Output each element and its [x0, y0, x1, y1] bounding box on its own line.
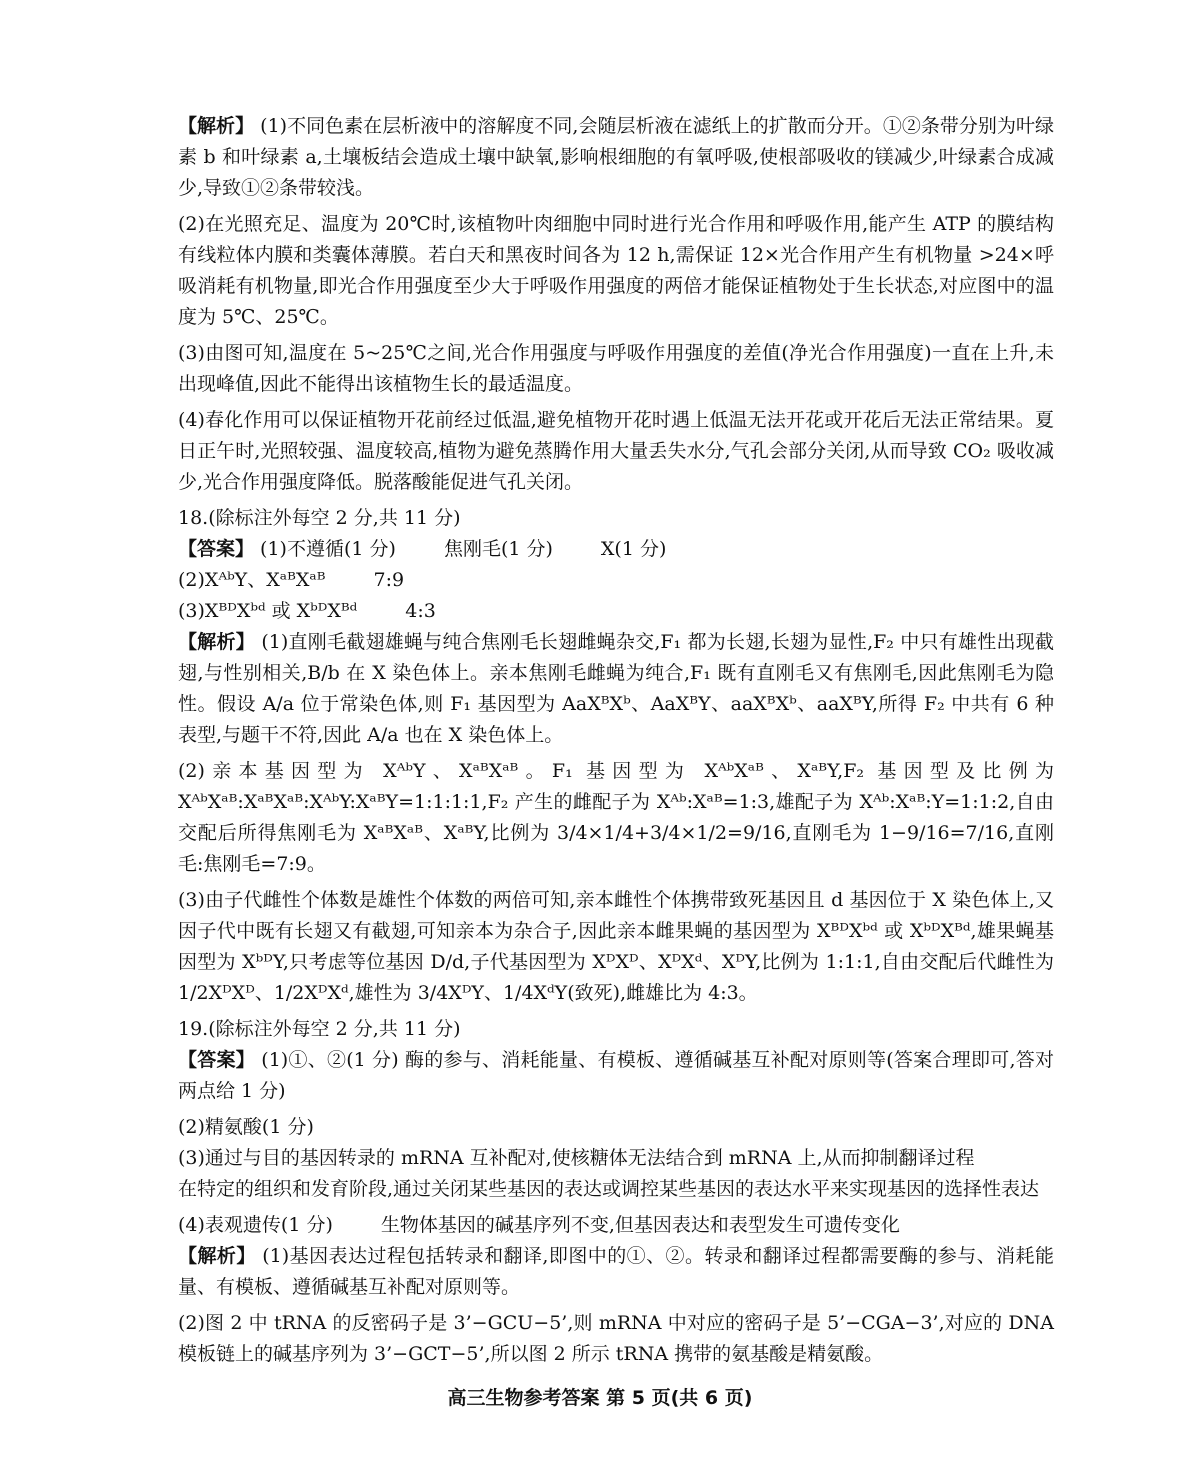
q18-answer-1	[178, 534, 1054, 565]
q18-answer-3	[178, 596, 1054, 627]
q18-a3-ratio: 4:3	[405, 600, 436, 622]
q18-answer-2	[178, 565, 1054, 596]
answer-label: 【答案】	[178, 1049, 256, 1071]
analysis-label: 【解析】	[178, 115, 255, 137]
q19-a4-part1: (4)表观遗传(1 分)	[178, 1214, 333, 1236]
page-footer: 高三生物参考答案 第 5 页(共 6 页)	[447, 1387, 753, 1409]
q18-analysis-p3: (3)由子代雌性个体数是雄性个体数的两倍可知,亲本雌性个体携带致死基因且 d 基因位于 X 染色体上,又因子代中既有长翅又有截翅,可知亲本为杂合子,因此亲本雌果蝇的基因型为 XᴮᴰXᵇᵈ 或 XᵇᴰXᴮᵈ,雄果蝇基因型为 XᵇᴰY,只考虑等位基因 D/d,子代基因型为 XᴰXᴰ、XᴰXᵈ、XᴰY,比例为 1:1:1,自由交配后代雌性为 1/2XᴰXᴰ、1/2XᴰXᵈ,雄性为 3/4XᴰY、1/4XᵈY(致死),雌雄比为 4:3。	[178, 889, 1054, 1004]
q19-analysis-text-1: (1)基因表达过程包括转录和翻译,即图中的①、②。转录和翻译过程都需要酶的参与、消耗能量、有模板、遵循碱基互补配对原则等。	[178, 1245, 1054, 1298]
analysis-label: 【解析】	[178, 631, 256, 653]
q18-a1-part2: 焦刚毛(1 分)	[443, 538, 553, 560]
q17-analysis-p3: (3)由图可知,温度在 5~25℃之间,光合作用强度与呼吸作用强度的差值(净光合作用强度)一直在上升,未出现峰值,因此不能得出该植物生长的最适温度。	[178, 342, 1054, 395]
q19-a4-part2: 生物体基因的碱基序列不变,但基因表达和表型发生可遗传变化	[380, 1214, 900, 1236]
q19-a1-text: (1)①、②(1 分) 酶的参与、消耗能量、有模板、遵循碱基互补配对原则等(答案合理即可,答对两点给 1 分)	[178, 1049, 1054, 1102]
q17-analysis-p2: (2)在光照充足、温度为 20℃时,该植物叶肉细胞中同时进行光合作用和呼吸作用,能产生 ATP 的膜结构有线粒体内膜和类囊体薄膜。若白天和黑夜时间各为 12 h,需保证 12×光合作用产生有机物量 >24×呼吸消耗有机物量,即光合作用强度至少大于呼吸作用强度的两倍才能保证植物处于生长状态,对应图中的温度为 5℃、25℃。	[178, 213, 1054, 328]
q19-answer-3-line2: 在特定的组织和发育阶段,通过关闭某些基因的表达或调控某些基因的表达水平来实现基因的选择性表达	[178, 1178, 1040, 1200]
q19-header: 19.(除标注外每空 2 分,共 11 分)	[178, 1018, 461, 1040]
q18-a1-part3: X(1 分)	[600, 538, 667, 560]
q18-a2-genotypes: (2)XᴬᵇY、XᵃᴮXᵃᴮ	[178, 569, 326, 591]
q18-header: 18.(除标注外每空 2 分,共 11 分)	[178, 507, 461, 529]
q18-a3-genotypes: (3)XᴮᴰXᵇᵈ 或 XᵇᴰXᴮᵈ	[178, 600, 358, 622]
q19-answer-4	[178, 1210, 1054, 1241]
q18-analysis-text-1: (1)直刚毛截翅雄蝇与纯合焦刚毛长翅雌蝇杂交,F₁ 都为长翅,长翅为显性,F₂ 中只有雄性出现截翅,与性别相关,B/b 在 X 染色体上。亲本焦刚毛雌蝇为纯合,F₁ 既有直刚毛又有焦刚毛,因此焦刚毛为隐性。假设 A/a 位于常染色体,则 F₁ 基因型为 AaXᴮXᵇ、AaXᴮY、aaXᴮXᵇ、aaXᴮY,所得 F₂ 中共有 6 种表型,与题干不符,因此 A/a 也在 X 染色体上。	[178, 631, 1054, 746]
q18-analysis-p1	[178, 627, 1054, 751]
answer-label: 【答案】	[178, 538, 255, 560]
q19-answer-2: (2)精氨酸(1 分)	[178, 1116, 314, 1138]
q17-analysis-p1	[178, 111, 1054, 204]
q18-a1-part1: (1)不遵循(1 分)	[254, 538, 396, 560]
q18-a2-ratio: 7:9	[373, 569, 405, 591]
page-content	[178, 111, 1054, 1375]
q19-answer-3-line1: (3)通过与目的基因转录的 mRNA 互补配对,使核糖体无法结合到 mRNA 上,从而抑制翻译过程	[178, 1147, 975, 1169]
q17-analysis-text-1: (1)不同色素在层析液中的溶解度不同,会随层析液在滤纸上的扩散而分开。①②条带分别为叶绿素 b 和叶绿素 a,土壤板结会造成土壤中缺氧,影响根细胞的有氧呼吸,使根部吸收的镁减少,叶绿素合成减少,导致①②条带较浅。	[178, 115, 1054, 199]
analysis-label: 【解析】	[178, 1245, 256, 1267]
q17-analysis-p4: (4)春化作用可以保证植物开花前经过低温,避免植物开花时遇上低温无法开花或开花后无法正常结果。夏日正午时,光照较强、温度较高,植物为避免蒸腾作用大量丢失水分,气孔会部分关闭,从而导致 CO₂ 吸收减少,光合作用强度降低。脱落酸能促进气孔关闭。	[178, 409, 1054, 493]
q19-answer-1	[178, 1045, 1054, 1107]
q18-analysis-p2: (2)亲本基因型为 XᴬᵇY、XᵃᴮXᵃᴮ。F₁ 基因型为 XᴬᵇXᵃᴮ、XᵃᴮY,F₂ 基因型及比例为 XᴬᵇXᵃᴮ:XᵃᴮXᵃᴮ:XᴬᵇY:XᵃᴮY=1:1:1:1,F₂ 产生的雌配子为 Xᴬᵇ:Xᵃᴮ=1:3,雄配子为 Xᴬᵇ:Xᵃᴮ:Y=1:1:2,自由交配后所得焦刚毛为 XᵃᴮXᵃᴮ、XᵃᴮY,比例为 3/4×1/4+3/4×1/2=9/16,直刚毛为 1−9/16=7/16,直刚毛:焦刚毛=7:9。	[178, 760, 1054, 875]
q19-analysis-p1	[178, 1241, 1054, 1303]
q19-analysis-p2: (2)图 2 中 tRNA 的反密码子是 3’−GCU−5’,则 mRNA 中对应的密码子是 5’−CGA−3’,对应的 DNA 模板链上的碱基序列为 3’−GCT−5’,所以图 2 所示 tRNA 携带的氨基酸是精氨酸。	[178, 1312, 1054, 1365]
